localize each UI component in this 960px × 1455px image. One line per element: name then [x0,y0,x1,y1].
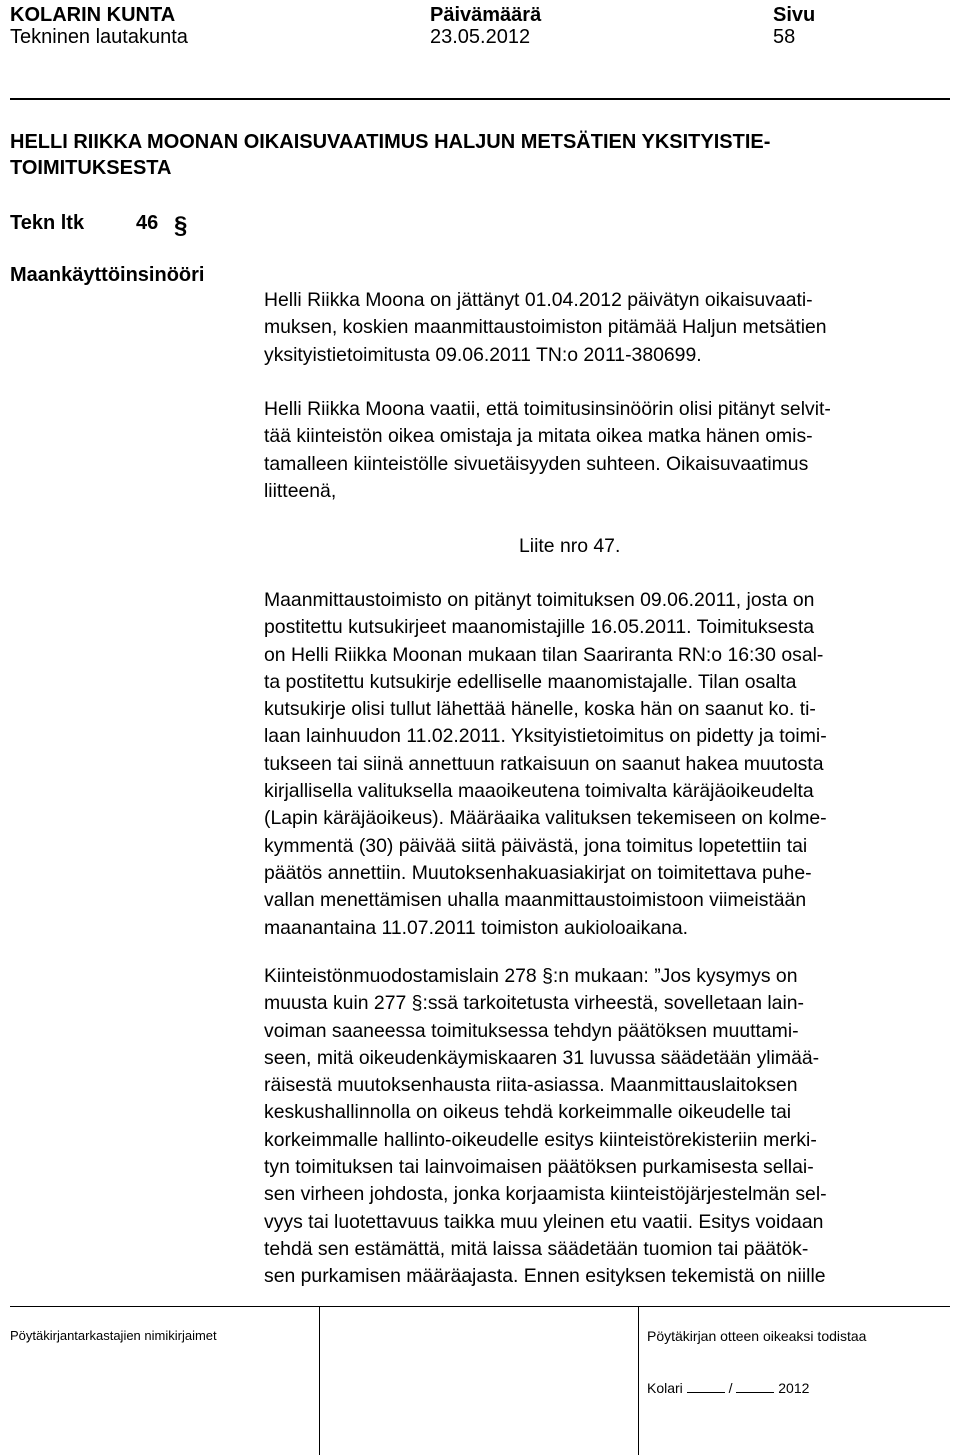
paragraph-line: kymmentä (30) päivää siitä päivästä, jona toimitus lopetettiin tai [264,834,808,857]
footer-year: 2012 [778,1380,810,1396]
footer-certification-label: Pöytäkirjan otteen oikeaksi todistaa [647,1328,867,1344]
paragraph-4 [264,963,827,1291]
paragraph-line: muksen, koskien maanmittaustoimiston pitämää Haljun metsätien [264,316,827,339]
paragraph-line: vyys tai luotettavuus taikka muu yleinen etu vaatii. Esitys voidaan [264,1210,824,1233]
paragraph-line: päätös annettiin. Muutoksenhakuasiakirjat on toimitettava puhe- [264,861,812,884]
title-line-2: TOIMITUKSESTA [10,157,172,179]
paragraph-line: Helli Riikka Moona on jättänyt 01.04.2012 päivätyn oikaisuvaati- [264,289,813,311]
footer-divider-left [319,1306,320,1455]
attachment-line: Liite nro 47. [519,535,621,557]
paragraph-line: kirjallisella valituksella maaoikeutena toimivalta käräjäoikeudelta [264,780,814,803]
footer-rule [10,1306,950,1307]
paragraph-line: on Helli Riikka Moonan mukaan tilan Saariranta RN:o 16:30 osal- [264,643,824,666]
paragraph-line: laan lainhuudon 11.02.2011. Yksityistietoimitus on pidetty ja toimi- [264,725,827,748]
org-name: KOLARIN KUNTA [10,4,176,26]
footer-date-line [647,1380,809,1396]
paragraph-line: tukseen tai siinä annettuun ratkaisuun on saanut hakea muutosta [264,752,824,775]
paragraph-2 [264,396,831,505]
paragraph-line: tehdä sen estämättä, mitä laissa säädetään tuomion tai päätök- [264,1237,809,1260]
paragraph-line: vallan menettämisen uhalla maanmittaustoimistoon viimeistään [264,889,807,912]
date-label: Päivämäärä [430,4,542,26]
paragraph-line: postitettu kutsukirjeet maanomistajille 16.05.2011. Toimituksesta [264,616,815,639]
paragraph-line: tyn toimituksen tai lainvoimaisen päätöksen purkamisesta sellai- [264,1156,814,1179]
page-label: Sivu [773,4,816,26]
month-blank [736,1380,774,1393]
footer-separator: / [728,1380,733,1396]
title-line-1: HELLI RIIKKA MOONAN OIKAISUVAATIMUS HALJUN METSÄTIEN YKSITYISTIE- [10,131,771,153]
paragraph-line: Helli Riikka Moona vaatii, että toimitusinsinöörin olisi pitänyt selvit- [264,398,831,420]
paragraph-line: kutsukirje olisi tullut lähettää hänelle, koska hän on saanut ko. ti- [264,698,816,721]
paragraph-line: tää kiinteistön oikea omistaja ja mitata oikea matka hänen omis- [264,425,813,448]
committee-name: Tekninen lautakunta [10,26,188,48]
footer-initials-label: Pöytäkirjantarkastajien nimikirjaimet [10,1328,217,1343]
paragraph-line: (Lapin käräjäoikeus). Määräaika valituksen tekemiseen on kolme- [264,807,827,830]
paragraph-line: räisestä muutoksenhausta riita-asiassa. Maanmittauslaitoksen [264,1074,798,1097]
paragraph-line: yksityistietoimitusta 09.06.2011 TN:o 2011-380699. [264,343,702,366]
footer-divider-right [638,1306,639,1455]
paragraph-line: sen virheen johdosta, jonka korjaamista kiinteistöjärjestelmän sel- [264,1183,827,1206]
header-rule [10,98,950,100]
paragraph-line: Kiinteistönmuodostamislain 278 §:n mukaan: ”Jos kysymys on [264,965,798,987]
paragraph-3 [264,587,827,942]
paragraph-line: voiman saaneessa toimituksessa tehdyn päätöksen muuttami- [264,1019,799,1042]
preparer: Maankäyttöinsinööri [10,264,205,286]
attachment-reference [519,533,620,560]
paragraph-line: liitteenä, [264,479,337,502]
paragraph-line: korkeimmalle hallinto-oikeudelle esitys kiinteistörekisteriin merki- [264,1128,817,1151]
section-number: 46 [136,212,159,234]
paragraph-line: tamalleen kiinteistölle sivuetäisyyden suhteen. Oikaisuvaatimus [264,452,809,475]
date-value: 23.05.2012 [430,26,531,48]
page-number: 58 [773,26,796,48]
paragraph-line: ta postitettu kutsukirje edelliselle maanomistajalle. Tilan osalta [264,670,797,693]
paragraph-line: keskushallinnolla on oikeus tehdä korkeimmalle oikeudelle tai [264,1101,792,1124]
section-sign: § [174,212,188,239]
paragraph-line: maanantaina 11.07.2011 toimiston aukioloaikana. [264,916,689,939]
paragraph-line: sen purkamisen määräajasta. Ennen esityksen tekemistä on niille [264,1265,826,1288]
day-blank [687,1380,725,1393]
paragraph-1 [264,287,827,369]
section-label: Tekn ltk [10,212,85,234]
footer-place: Kolari [647,1380,683,1396]
paragraph-line: Maanmittaustoimisto on pitänyt toimituksen 09.06.2011, josta on [264,589,815,611]
paragraph-line: muusta kuin 277 §:ssä tarkoitetusta virheestä, sovelletaan lain- [264,992,805,1015]
paragraph-line: seen, mitä oikeudenkäymiskaaren 31 luvussa säädetään ylimää- [264,1046,820,1069]
